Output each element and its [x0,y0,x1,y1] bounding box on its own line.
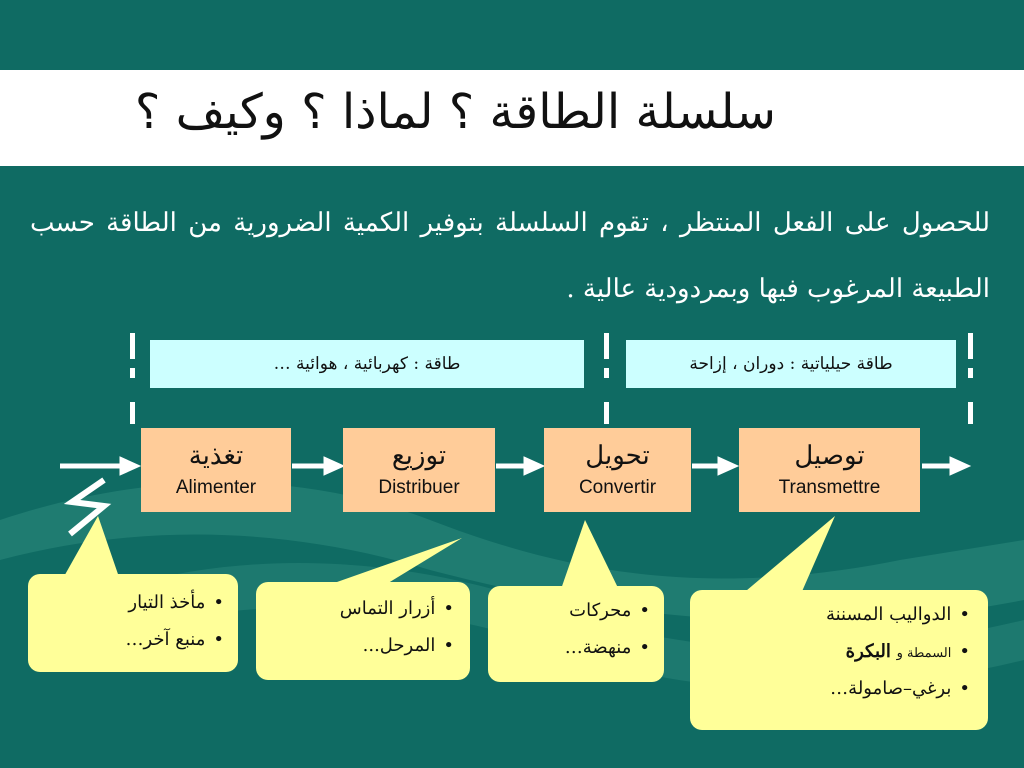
page-title: سلسلة الطاقة ؟ لماذا ؟ وكيف ؟ [134,84,776,140]
callout-convertir-item: • محركات [565,600,650,621]
block-transmettre-fr: Transmettre [778,477,881,498]
callout-distribuer-item: • أزرار التماس [340,598,454,619]
callout-transmettre-item: • الدواليب المسننة [826,604,970,625]
energy-label-mechanical: طاقة حيلياتية : دوران ، إزاحة [626,340,956,388]
callout-transmettre-item [826,641,970,662]
block-distribuer-fr: Distribuer [378,477,460,498]
callout-distribuer [340,598,454,672]
block-convertir-fr: Convertir [578,477,657,498]
callout-alimenter-item: • مأخذ التيار [126,592,225,613]
callout-transmettre-item2-big: البكرة [845,641,891,662]
callout-distribuer-item: • المرحل... [340,635,454,656]
energy-label-electric: طاقة : كهربائية ، هوائية … [150,340,584,388]
callout-transmettre [826,604,970,715]
block-alimenter-fr: Alimenter [175,477,257,498]
callout-convertir-item: • منهضة… [565,637,650,658]
block-distribuer-ar: توزيع [391,441,447,471]
callout-convertir [565,600,650,674]
intro-text: للحصول على الفعل المنتظر ، تقوم السلسلة بتوفير الكمية الضرورية من الطاقة حسب الطبيعة المرغوب فيها وبمردودية عالية . [30,208,990,304]
callout-alimenter [126,592,225,666]
block-transmettre-ar: توصيل [794,441,865,471]
callout-transmettre-item2-small: السمطة و [896,646,952,661]
block-convertir-ar: تحويل [585,441,650,471]
block-alimenter-ar: تغذية [188,441,244,471]
callout-transmettre-item: • برغي–صامولة… [826,678,970,699]
callout-alimenter-item: • منبع آخر… [126,629,225,650]
